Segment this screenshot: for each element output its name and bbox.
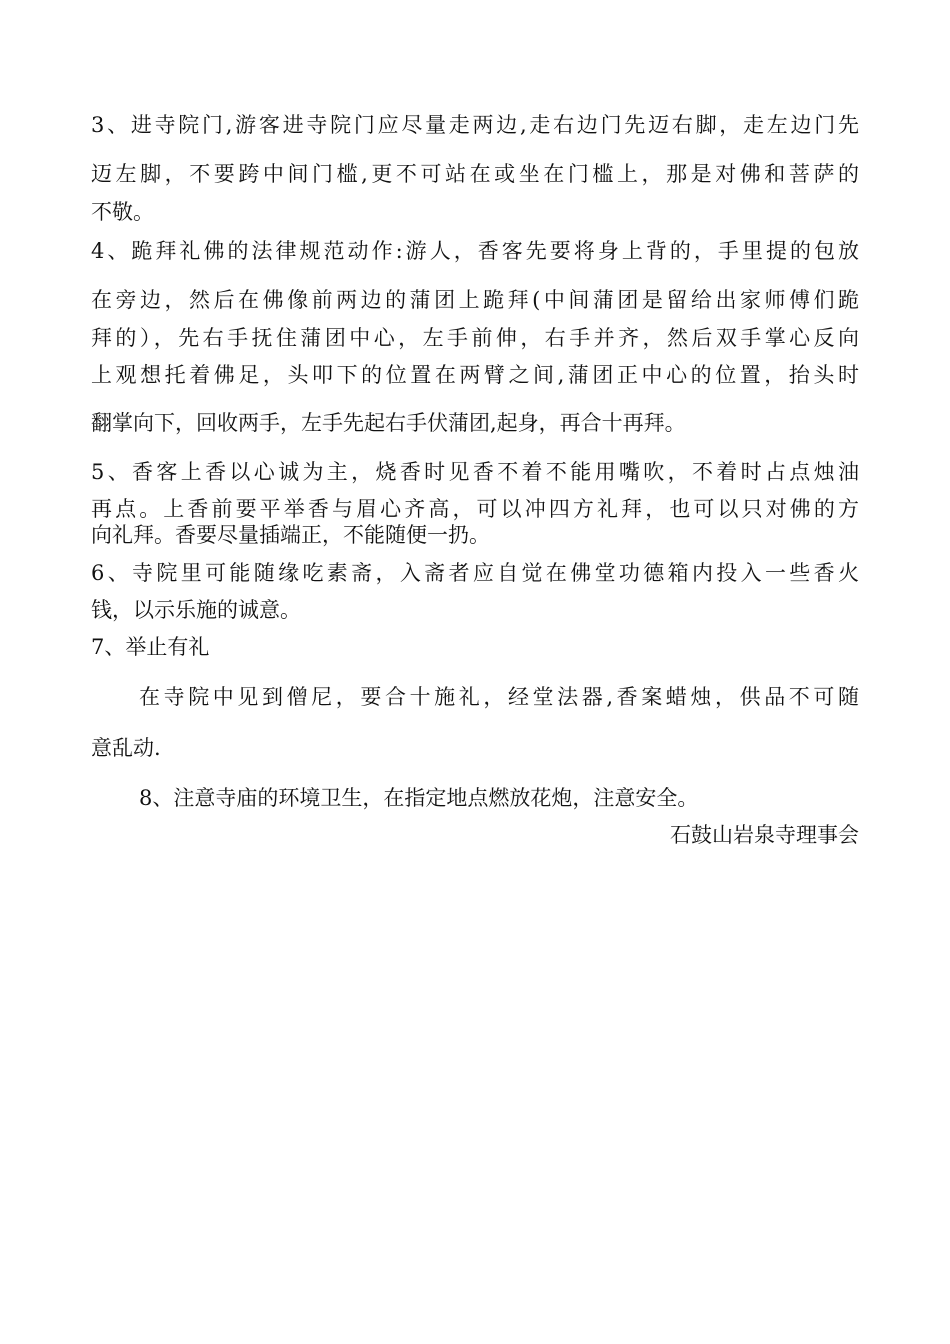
item-5-line-3: 向礼拜。香要尽量插端正，不能随便一扔。 xyxy=(91,523,490,547)
item-3-line-3: 不敬。 xyxy=(91,200,154,224)
item-7-heading: 7、举止有礼 xyxy=(91,635,210,659)
item-6-line-2: 钱，以示乐施的诚意。 xyxy=(91,598,301,622)
item-5-line-2: 再点。上香前要平举香与眉心齐高，可以冲四方礼拜，也可以只对佛的方 xyxy=(91,497,859,521)
item-3-line-1: 3、进寺院门,游客进寺院门应尽量走两边,走右边门先迈右脚，走左边门先 xyxy=(91,113,859,137)
item-4-line-3: 拜的），先右手抚住蒲团中心，左手前伸，右手并齐，然后双手掌心反向 xyxy=(91,326,859,350)
signature: 石鼓山岩泉寺理事会 xyxy=(670,823,859,847)
item-4-line-4: 上观想托着佛足，头叩下的位置在两臂之间,蒲团正中心的位置，抬头时 xyxy=(91,363,859,387)
item-5-line-1: 5、香客上香以心诚为主，烧香时见香不着不能用嘴吹，不着时占点烛油 xyxy=(91,460,859,484)
item-4-line-5: 翻掌向下，回收两手，左手先起右手伏蒲团,起身，再合十再拜。 xyxy=(91,411,686,435)
item-6-line-1: 6、寺院里可能随缘吃素斋，入斋者应自觉在佛堂功德箱内投入一些香火 xyxy=(91,561,859,585)
item-8-line-1: 8、注意寺庙的环境卫生，在指定地点燃放花炮，注意安全。 xyxy=(139,786,699,810)
item-4-line-2: 在旁边，然后在佛像前两边的蒲团上跪拜(中间蒲团是留给出家师傅们跪 xyxy=(91,288,859,312)
item-7-body-line-1: 在寺院中见到僧尼，要合十施礼，经堂法器,香案蜡烛，供品不可随 xyxy=(139,685,859,709)
item-3-line-2: 迈左脚，不要跨中间门槛,更不可站在或坐在门槛上，那是对佛和菩萨的 xyxy=(91,162,859,186)
item-7-body-line-2: 意乱动. xyxy=(91,736,161,760)
item-4-line-1: 4、跪拜礼佛的法律规范动作:游人，香客先要将身上背的，手里提的包放 xyxy=(91,239,859,263)
